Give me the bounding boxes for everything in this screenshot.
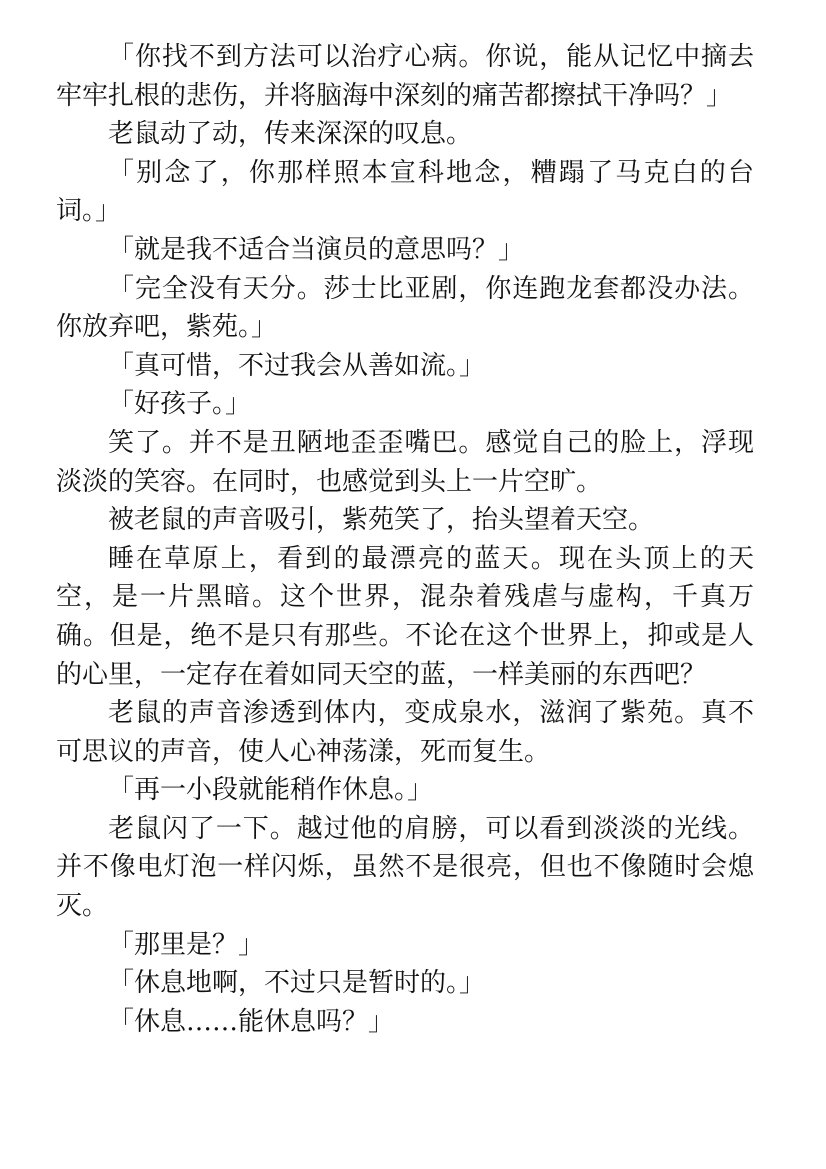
paragraph: 「别念了，你那样照本宣科地念，糟蹋了马克白的台词。」 [56, 157, 754, 227]
paragraph: 老鼠动了动，传来深深的叹息。 [108, 119, 473, 150]
paragraph: 「休息地啊，不过只是暂时的。」 [108, 968, 486, 999]
page-text [56, 38, 754, 1041]
paragraph: 「再一小段就能稍作休息。」 [108, 775, 434, 806]
paragraph: 「就是我不适合当演员的意思吗？」 [108, 234, 525, 265]
paragraph: 老鼠的声音渗透到体内，变成泉水，滋润了紫苑。真不可思议的声音，使人心神荡漾，死而复生。 [56, 698, 754, 767]
paragraph: 笑了。并不是丑陋地歪歪嘴巴。感觉自己的脸上，浮现淡淡的笑容。在同时，也感觉到头上一片空旷。 [56, 427, 754, 497]
paragraph: 「那里是？」 [108, 929, 265, 960]
paragraph: 老鼠闪了一下。越过他的肩膀，可以看到淡淡的光线。并不像电灯泡一样闪烁，虽然不是很亮，但也不像随时会熄灭。 [56, 813, 754, 922]
paragraph: 「真可惜，不过我会从善如流。」 [108, 350, 486, 381]
paragraph: 睡在草原上，看到的最漂亮的蓝天。现在头顶上的天空，是一片黑暗。这个世界，混杂着残虐与虚构，千真万确。但是，绝不是只有那些。不论在这个世界上，抑或是人的心里，一定存在着如同天空的蓝，一样美丽的东西吧？ [56, 543, 754, 690]
paragraph: 「你找不到方法可以治疗心病。你说，能从记忆中摘去牢牢扎根的悲伤，并将脑海中深刻的痛苦都擦拭干净吗？」 [56, 42, 754, 111]
paragraph: 「好孩子。」 [108, 389, 252, 420]
paragraph: 「休息……能休息吗？」 [108, 1006, 395, 1037]
paragraph: 「完全没有天分。莎士比亚剧，你连跑龙套都没办法。你放弃吧，紫苑。」 [56, 273, 754, 343]
paragraph: 被老鼠的声音吸引，紫苑笑了，抬头望着天空。 [108, 505, 655, 536]
